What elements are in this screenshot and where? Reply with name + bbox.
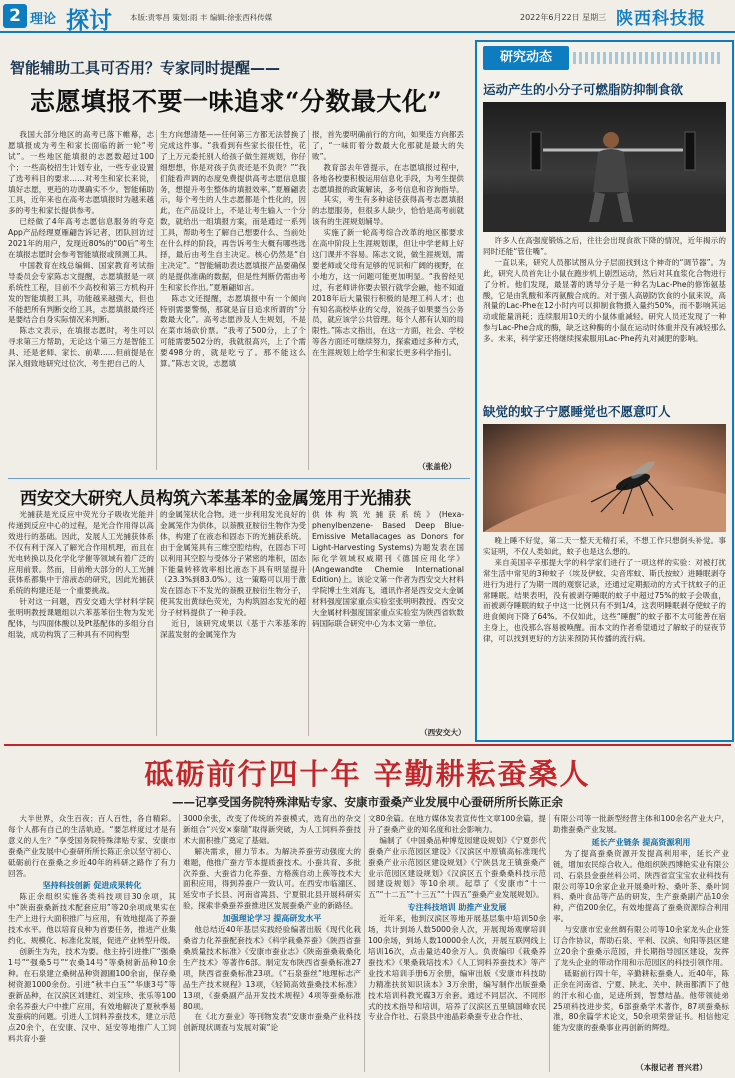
article3-column-2 [183,814,361,1074]
paragraph: 创新生为先，技术为要。他主持引进推广“强桑1号”“强桑5号”“农桑14号”等桑树新品种10余种。在石泉建立桑树品种资源圃100余亩，保存桑树资源1000余份。引进“秋丰白玉”“华康3号”等蚕新品种，在汉滨区刘建红、刘宝珍、张乐等100余名养蚕大户中推广应用，有效地解决了夏秋季易发蚕病的问题。引进人工饲料养蚕技术，建立示范点20余个，在安康、汉中、延安等地推广人工饲料共育小蚕 [8,946,176,1044]
subheading: 专注科技培训 助推产业发展 [407,903,507,913]
paragraph: 光捕获是光反应中荧光分子吸收光能并传递到反应中心的过程，是光合作用得以高效进行的基础。因此，发展人工光捕获体系不仅有利于深入了解光合作用机理，而且在光电转换以及化学化学催等领域有着广泛的应用前景。然而，目前绝大部分的人工光捕获体系都集中于溶液态的研究，因此光捕获系统的构建还是一个重要挑战。 [8,510,154,596]
article2-headline: 西安交大研究人员构筑六苯基苯的金属笼用于光捕获 [20,489,411,509]
article1-headline: 志愿填报不要一味追求“分数最大化” [30,87,443,116]
paragraph: 许多人在高强度锻炼之后，往往会出现食欲下降的情况，近年揭示的同时还能“管住嘴”。 [483,236,726,256]
section-label-large: 探讨 [66,7,112,34]
paragraph: 陈正余组织实施各类科技项目30余项，其中“陕南蚕桑新技术配套应用”等20余项成果实在生产上进行大面积推广与应用，有效地提高了养蚕技术水平。他以培育良种为首要任务，推进产业集约化、规模化、标准化发展，促进产业转型升级。 [8,892,176,946]
paragraph: 的金属笼状化合物。进一步利用发光良好的金属笼作为供体，以萘酰亚胺衍生物作为受体，构建了在液态和固态下的光捕获系统。由于金属笼具有三维空腔结构，在固态下可以利用其空腔与受体分子紧密的堆积，固态下能量转移效率相比液态下具有明显提升（23.3%到83.0%）。这一策略可以用于激发在固态下不发光的萘酰亚胺衍生物分子，使其发出黄绿色荧光，为构筑固态发光的超分子材料提供了一种手段。 [160,510,306,618]
paragraph: 陈志文表示，在填报志愿时，考生可以寻求第三方帮助，无论这个第三方是智能工具、还是老师、家长、前辈……但前提是在深入细致地研究过位次、考生把自己的人 [8,326,154,369]
paragraph: 供体构筑光捕获系统》(Hexa-phenylbenzene- Based Deep Blue- Emissive Metallacages as Donors for Light-Harvesting Systems)为题发表在国际化学领域权威期刊《德国应用化学》(Angewandte Chemie International Edition)上。该论文第一作者为西安交大材料学院博士生刘海飞，通讯作者是西安交大金属材料强度国家重点实验室张明明教授。西安交大金属材料强度国家重点实验室为陕西省软数码国际联合研究中心为本文第一单位。 [312,510,464,629]
column-divider [156,130,157,470]
article1-kicker: 智能辅助工具可否用？专家同时提醒—— [10,59,281,77]
article2-byline: （西安交大） [420,728,466,737]
paragraph: 近年来，他到汉滨区等地开展基层集中培训50余场，共计到场人数5000余人次，开展现场观摩培训100余场，到场人数10000余人次，开展互联网线上培训16次，点击量达40余万人。负责编印《栽桑养蚕技术》《果桑栽培技术》《人工饲料养蚕技术》等产业技术培训手册6万余册，编审出版《安康市科技助力精准扶贫知识读本》3万余册，编写制作出版蚕桑技术培训科教光碟3万余套。通过不同层次、不同形式的技术指导和培训，培养了汉滨区五里镇国峰农民专业合作社、石泉县中池晶彩桑蚕专业合作社、 [368,914,546,1022]
paragraph: 教育部去年曾提示，在志愿填报过程中，各地各校要积极运用信息化手段，为考生提供志愿填报的政策解读，多考信息和咨询指导。 [312,162,464,194]
paragraph: 大半世界，众生百夜；百人百性，各自精彩。每个人都有自己的生活轨迹。“要怎样度过才是有意义的人生？”享受国务院特殊津贴专家、安康市蚕桑产业发展中心蚕研所所长陈正余以坚守初心、砥砺前行在蚕桑之乡近40年的科研之路作了有力回答。 [8,814,176,878]
article3-column-3 [368,814,546,1074]
paragraph: 近日，该研究成果以《基于六苯基苯的深蓝发射的金属笼作为 [160,619,306,639]
article1-byline: （张盖伦） [418,462,456,471]
paragraph: 为了提高蚕桑资源开发提高利用率，延长产业链，增加农民综合收入。他组织陕西博艳实业有限公司、石泉县金蚕丝科公司、陕西省宣宝宝农业科技有限公司等10余家企业开展桑叶粉、桑叶茶、桑叶饲料、桑叶食品等产品的研发，生产蚕桑副产品10余种，产值200余亿，有效地提高了蚕桑资源综合利用率。 [553,848,729,924]
paragraph: 与安康市宏业丝绸有限公司等10余家龙头企业签订合作协议，帮助石泉、平利、汉滨、旬阳等县区建立20余个蚕桑示范园，并长期指导园区建设，发挥了龙头企业的带动作用和示范园区的科技引领作用。 [553,925,729,967]
item1-title: 运动产生的小分子可燃脂防抑制食欲 [483,82,684,97]
article3-column-4 [553,814,729,1062]
masthead: 陕西科技报 [616,9,706,29]
paragraph: 晚上睡不好觉，第二天一整天无精打采，不想工作只想倒头补觉。事实证明，不仅人类如此，蚊子也是这么想的。 [483,536,726,556]
paragraph: 报，首先要明确前行的方向，如果连方向都丢了，“一味盯着分数最大化那就是最大的失败”。 [312,130,464,161]
paragraph: 生方向想清楚——任何第三方都无法替换了完成这件事。“我看到有些家长很任性，花了上万元委托别人给孩子做生涯规划，你仔细想想，你是对孩子负责还是不负责？”“我们能看声调的态度免费提供高考志愿信息服务，想提升考生整体的填报效率。”夏雁翩表示，每个考生的人生志愿都是个性化的，因此，在产品设计上，不是让考生输入一个分数，就给出一组填报方案，而是通过一系列工具，帮助考生了解自己想要什么、当前处在什么样的阶段，再告诉考生大概有哪些选择，最后由考生自主决定。核心仍然是“自主决定”。“智能辅助表达愿填报产品要确保的是提供准确的数据，但是性判断仍需由考生和家长作出。”夏雁翩如言。 [160,130,306,292]
article1-column-1 [8,130,154,472]
exercise-photo [483,102,726,232]
article3-column-1 [8,814,176,1074]
article2-column-1 [8,510,154,738]
column-divider [179,814,180,1072]
subheading: 坚持科技创新 促进成果转化 [42,881,142,891]
paragraph: 针对这一问题，西安交通大学材料学院张明明教授课题组以六苯基苯衍生物为发光配体，与四面体酸以及Pt基配体的多组分自组装，成功构筑了三种具有不同构型 [8,597,154,639]
item2-body [483,536,726,736]
paragraph: 解决需求，留力节本。为解决养蚕劳动强度大的难题，他推广蚕方节本提质蚕技术。小蚕共育、多批次养蚕、大蚕省力化养蚕、方格蔟自动上蔟等技术大面积应用，得到养蚕户一致认可。在西安市临潼区、延安市子长县、河南省嵩县、宁夏银北县开展科研实验，探索非桑蚕养蚕推进区发展蚕桑产业的新路径。 [183,846,361,911]
column-divider [308,130,309,470]
weightlifter-illustration [483,102,726,232]
page-number-badge: 2 [3,4,27,28]
paragraph: 中国教育在线总编辑、国家教育考试指导委员会专家陈志文提醒，志愿填报是一项系统性工程，目前不少高校和第三方机构开发的智能填报工具，功能越来越强大，但也不能把所有判断交给工具，志愿填报最终还是要结合自身实际情况来判断。 [8,260,154,325]
section-label: 理论 [30,12,57,27]
paragraph: 文80余篇。在地方媒体发表宣传性文章100余篇，提升了蚕桑产业的知名度和社会影响力。 [368,814,546,834]
mosquito-photo [483,424,726,532]
paragraph: 已经做了4年高考志愿信息服务的夸克App产品经理夏雁翩告诉记者，团队回访过2021年的用户，发现近80%的“00后”考生在填报志愿时会参考智能填报或预测工具。 [8,217,154,259]
paragraph: 陈志文还提醒，志愿填报中有一个倾向特别需要警惕，那就是盲目追求所谓的“分数最大化”。高考志愿涉及人生规划，不是在菜市场砍价票。“我考了500分，上了个可能需要502分的，我就很高兴，上了个需要498分的，就是吃亏了。那不能这么算。”陈志文说，志愿填 [160,293,306,369]
article1-column-2 [160,130,306,472]
subheading: 加强理论学习 提高研发水平 [222,914,322,924]
paragraph: 他总结近40年基层实践经验编著出版《现代化栽桑省力化养蚕配套技术》《科学栽桑养蚕》《陕西省蚕桑质量技术标准》《安康市蚕业志》《陕南蚕桑栽桑化生产技术》等著作6部。制定发布陕西省蚕桑标准27项，陕西省蚕桑标准23项。《“石泉蚕丝”地理标志产品生产技术规程》13项，《轻简高效蚕桑技术标准》13项，《蚕桑副产品开发技术规程》4项等蚕桑标准80项。 [183,925,361,1011]
paragraph: 其实，考生有多种途径获得高考志愿填报的志愿服务，但很多人缺少，恰恰是高考前就该有的生涯规划辅导。 [312,195,464,227]
mosquito-illustration [483,424,726,532]
article2-top-rule [8,478,470,479]
research-box [475,40,734,742]
research-box-deco [573,52,723,64]
paragraph: 实施了新一轮高考综合改革的地区都要求在高中阶段上生涯规划课，但让中学老师上好这门课并不容易。陈志文说，做生涯规划，需要老师或父母有足够的见识和广阔的视野，在小地方，这一问题可能更加明显。“我曾经见过，有老师讲你要去银行就学会融，他不知道2018年后大量银行积极的是理工科人才；也有知名高校毕业的父母，说孩子如果要当公务员，就应该学公共管理。每个人都有认知的局限性。”陈志文指出，在这一方面，社会、学校等各方面还可继续努力，探索通过多种方式，在生涯规划上给学生和家长更多科学指引。 [312,228,464,358]
paragraph: 编制了《中国桑品种博览园建设规划》《宁夏彭代蚕桑产业示范园区建设》《汉滨区中原镇高标准现代蚕桑产业示范园区建设规划》《宁陕县龙王镇蚕桑产业示范园区建设规划》《汉滨区五个蚕桑桑科技示范园建设规划》等10余项。起草了《安康市“十一五”“十二五”“十三五”“十四五”蚕桑产业发展规划》。 [368,835,546,900]
paragraph: 来自美国辛辛那提大学的科学家们进行了一项这样的实验：对被打扰常生活中常见的3种蚊子（埃及伊蚊、尖音库蚊、斯氏按蚊）进睡眠剥夺进行为进行了为期一周的观察记录，还通过定期振动的方式干扰蚊子的正常睡眠。结果表明，没有被剥夺睡眠的蚊子中超过75%的蚊子会吸血，而被剥夺睡眠的蚊子中这一比例只有不到1/4，这表明睡眠剥夺使蚊子的进食倾向下降了64%。不仅如此，这些“睡醒”的蚊子都不太可能善在宿主身上，也没那么容易被唤醒。而本文的作者希望通过了解蚊子的昼夜节律，可以找到更好的方法来预防其传播的流行病。 [483,557,726,644]
item2-title: 缺觉的蚊子宁愿睡觉也不愿意叮人 [483,404,671,419]
article2-column-2 [160,510,306,738]
item1-body [483,236,726,406]
article3-headline: 砥砺前行四十年 辛勤耕耘蚕桑人 [144,757,591,791]
paragraph: 有限公司等一批新型经营主体和100余名产业大户，助推蚕桑产业发展。 [553,814,729,834]
paragraph: 一直以来，研究人员都试图从分子层面找到这个神奇的“调节器”。为此，研究人员首先让小鼠在跑步机上剧烈运动，然后对其血浆化合物进行了分析。他们发现，最显著的诱导分子是一种名为Lac-Phe的修饰氨基酸，它是由乳酸和苯丙氨酸合成的。对于强人高剧防饮食的小鼠来说，高剂量的Lac-Phe在12小时内可以抑制食物摄入量约50%，而不影响其运动或能量消耗；连续服用10天的小鼠体重减轻。研究人员还发现了一种参与Lac-Phe合成的酶，缺乏这种酶的小鼠在运动时体重并没有减轻那么多。未来，科学家还将继续探索服用Lac-Phe药丸对减肥的影响。 [483,257,726,344]
column-divider [364,814,365,1072]
column-divider [156,510,157,736]
page-header [0,0,735,44]
article2-column-3 [312,510,464,728]
research-box-label: 研究动态 [483,46,569,70]
column-divider [308,510,309,736]
column-divider [549,814,550,1072]
header-rule [0,31,735,33]
editor-credits: 本版:责零昌 策划:雨 丰 编辑:徐张西科传媒 [130,13,273,22]
subheading: 延长产业链条 提高资源利用 [591,837,691,847]
paragraph: 在《北方蚕业》等刊物发表“安康市蚕桑产业科技创新现状调查与发展对策”论 [183,1012,361,1033]
paragraph: 我国大部分地区的高考已落下帷幕，志愿填报成为考生和家长面临的新一轮“考试”。一些地区能填报的志愿数超过100个；一些高校招生计划专业，一些专业设置了选考科目的要求……对考生和家长来说，填好志愿，更趋的功课确实不少。智能辅助工具，近年来也在高考志愿填报时为越来越多的考生和家长提供参考。 [8,130,154,216]
issue-date: 2022年6月22日 星期三 [520,13,607,22]
article1-column-3 [312,130,464,472]
paragraph: 砥砺前行四十年，辛勤耕耘蚕桑人。近40年，陈正余在河南省、宁夏、陕北、关中、陕南都洒下了他的汗水和心血，足迹所到，智慧结晶。他带领徒弟25项科技进步奖，6部蚕桑学术著作，87项蚕桑标准，80余篇学术论文，50余项荣誉证书。相信他定能为安康的蚕桑事业再创新的辉煌。 [553,968,729,1033]
article3-byline: （本报记者 晋兴君） [636,1063,707,1072]
article3-subheadline: ——记享受国务院特殊津贴专家、安康市蚕桑产业发展中心蚕研所所长陈正余 [172,795,563,809]
paragraph: 3000余张，改变了传统的养蚕模式，选育出的杂交新组合“兴安×秦瑞”取得新突破，为人工饲料养蚕技术大面积推广奠定了基础。 [183,814,361,845]
